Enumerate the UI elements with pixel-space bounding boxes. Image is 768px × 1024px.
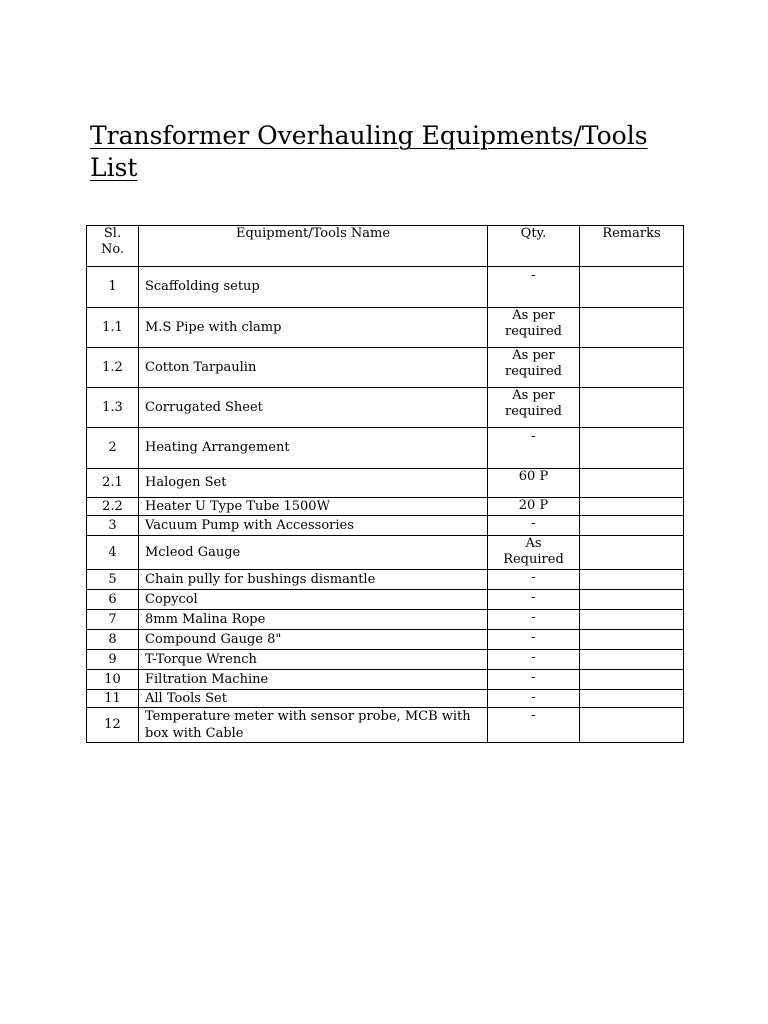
cell-name: Halogen Set: [139, 469, 488, 498]
cell-qty: -: [488, 610, 580, 630]
table-row: [87, 388, 684, 428]
cell-qty: As Required: [488, 536, 580, 570]
cell-sl: 5: [87, 570, 139, 590]
cell-remarks: [580, 388, 684, 428]
cell-remarks: [580, 348, 684, 388]
table-row: [87, 650, 684, 670]
table-row: [87, 469, 684, 498]
table-row: [87, 610, 684, 630]
cell-name: Heater U Type Tube 1500W: [139, 498, 488, 516]
cell-remarks: [580, 498, 684, 516]
cell-qty: As per required: [488, 388, 580, 428]
cell-name: Chain pully for bushings dismantle: [139, 570, 488, 590]
cell-remarks: [580, 536, 684, 570]
cell-name: Copycol: [139, 590, 488, 610]
document-title: Transformer Overhauling Equipments/Tools List: [90, 121, 648, 182]
cell-remarks: [580, 630, 684, 650]
cell-sl: 11: [87, 690, 139, 708]
header-remarks: Remarks: [580, 226, 684, 267]
header-sl-no: Sl. No.: [87, 226, 139, 267]
cell-remarks: [580, 690, 684, 708]
table-row: [87, 516, 684, 536]
cell-name: Scaffolding setup: [139, 267, 488, 308]
cell-sl: 8: [87, 630, 139, 650]
cell-qty: -: [488, 670, 580, 690]
table-row: [87, 536, 684, 570]
cell-name: Mcleod Gauge: [139, 536, 488, 570]
cell-name: M.S Pipe with clamp: [139, 308, 488, 348]
cell-remarks: [580, 308, 684, 348]
cell-sl: 10: [87, 670, 139, 690]
cell-name: 8mm Malina Rope: [139, 610, 488, 630]
cell-qty: -: [488, 630, 580, 650]
table-header-row: [87, 226, 684, 267]
table-row: [87, 267, 684, 308]
cell-qty: 20 P: [488, 498, 580, 516]
table-row: [87, 630, 684, 650]
cell-sl: 4: [87, 536, 139, 570]
cell-qty: -: [488, 590, 580, 610]
table-row: [87, 670, 684, 690]
header-equipment-name: Equipment/Tools Name: [139, 226, 488, 267]
cell-qty: As per required: [488, 308, 580, 348]
cell-remarks: [580, 516, 684, 536]
cell-remarks: [580, 590, 684, 610]
cell-qty: -: [488, 516, 580, 536]
cell-sl: 12: [87, 708, 139, 743]
cell-remarks: [580, 610, 684, 630]
cell-qty: -: [488, 690, 580, 708]
cell-qty: -: [488, 267, 580, 308]
cell-name: Cotton Tarpaulin: [139, 348, 488, 388]
cell-qty: -: [488, 570, 580, 590]
cell-qty: -: [488, 650, 580, 670]
cell-remarks: [580, 469, 684, 498]
cell-qty: -: [488, 428, 580, 469]
table-row: [87, 428, 684, 469]
cell-qty: As per required: [488, 348, 580, 388]
cell-name: All Tools Set: [139, 690, 488, 708]
cell-sl: 1.1: [87, 308, 139, 348]
cell-remarks: [580, 570, 684, 590]
table-row: [87, 308, 684, 348]
cell-qty: 60 P: [488, 469, 580, 498]
cell-sl: 9: [87, 650, 139, 670]
table-row: [87, 570, 684, 590]
cell-remarks: [580, 670, 684, 690]
cell-name: Filtration Machine: [139, 670, 488, 690]
table-row: [87, 708, 684, 743]
cell-name: Heating Arrangement: [139, 428, 488, 469]
cell-name: Corrugated Sheet: [139, 388, 488, 428]
cell-remarks: [580, 267, 684, 308]
cell-name: Compound Gauge 8": [139, 630, 488, 650]
table-row: [87, 498, 684, 516]
cell-name: Vacuum Pump with Accessories: [139, 516, 488, 536]
equipment-table: [86, 225, 684, 743]
table-row: [87, 690, 684, 708]
cell-sl: 2: [87, 428, 139, 469]
cell-sl: 6: [87, 590, 139, 610]
table-row: [87, 348, 684, 388]
cell-sl: 3: [87, 516, 139, 536]
header-qty: Qty.: [488, 226, 580, 267]
cell-name: T-Torque Wrench: [139, 650, 488, 670]
cell-sl: 1: [87, 267, 139, 308]
cell-remarks: [580, 708, 684, 743]
cell-qty: -: [488, 708, 580, 743]
cell-sl: 7: [87, 610, 139, 630]
table-row: [87, 590, 684, 610]
cell-name: Temperature meter with sensor probe, MCB with box with Cable: [139, 708, 488, 743]
cell-sl: 1.2: [87, 348, 139, 388]
cell-sl: 2.1: [87, 469, 139, 498]
cell-sl: 1.3: [87, 388, 139, 428]
cell-remarks: [580, 650, 684, 670]
cell-remarks: [580, 428, 684, 469]
cell-sl: 2.2: [87, 498, 139, 516]
